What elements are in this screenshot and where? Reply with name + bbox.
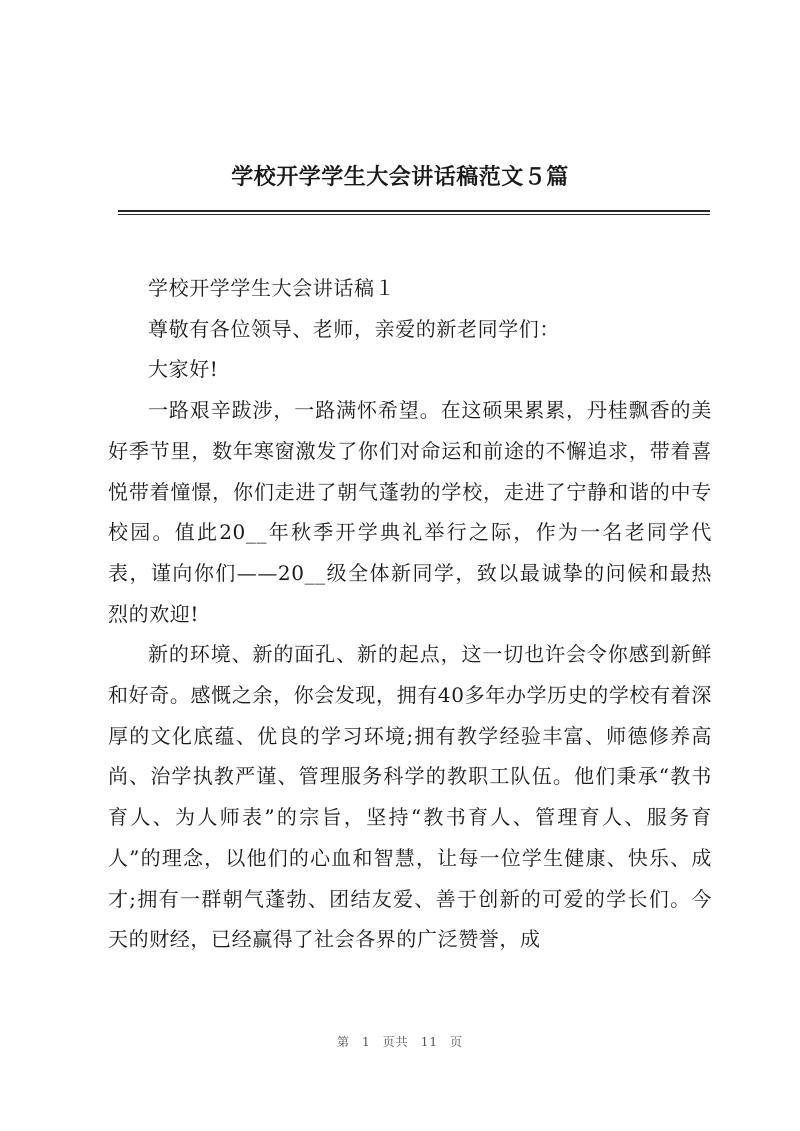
greeting: 大家好! bbox=[148, 357, 219, 382]
footer-label: 页 bbox=[449, 1035, 463, 1049]
body-paragraph: 一路艰辛跋涉，一路满怀希望。在这硕果累累，丹桂飘香的美好季节里，数年寒窗激发了你们对命运和前途的不懈追求，带着喜悦带着憧憬，你们走进了朝气蓬勃的学校，走进了宁静和谐的中专校园。值此20__年秋季开学典礼举行之际，作为一名老同学代表，谨向你们——20__级全体新同学，致以最诚挚的问候和最热烈的欢迎! bbox=[108, 398, 712, 626]
page-footer bbox=[0, 1033, 800, 1050]
title-divider bbox=[118, 210, 710, 212]
section-heading: 学校开学学生大会讲话稿１ bbox=[148, 276, 396, 300]
current-page-number: 1 bbox=[362, 1035, 371, 1049]
title-divider-thin bbox=[118, 214, 710, 215]
document-title: 学校开学学生大会讲话稿范文５篇 bbox=[231, 164, 569, 190]
document-body bbox=[108, 268, 712, 960]
salutation: 尊敬有各位领导、老师，亲爱的新老同学们： bbox=[148, 316, 560, 341]
total-pages-number: 11 bbox=[420, 1035, 438, 1049]
footer-label: 第 bbox=[337, 1035, 351, 1049]
footer-label: 页共 bbox=[382, 1035, 409, 1049]
body-paragraph: 新的环境、新的面孔、新的起点，这一切也许会令你感到新鲜和好奇。感慨之余，你会发现，拥有40多年办学历史的学校有着深厚的文化底蕴、优良的学习环境;拥有教学经验丰富、师德修养高尚、治学执教严谨、管理服务科学的教职工队伍。他们秉承“教书育人、为人师表”的宗旨，坚持“教书育人、管理育人、服务育人”的理念，以他们的心血和智慧，让每一位学生健康、快乐、成才;拥有一群朝气蓬勃、团结友爱、善于创新的可爱的学长们。今天的财经，已经赢得了社会各界的广泛赞誉，成 bbox=[108, 642, 712, 952]
